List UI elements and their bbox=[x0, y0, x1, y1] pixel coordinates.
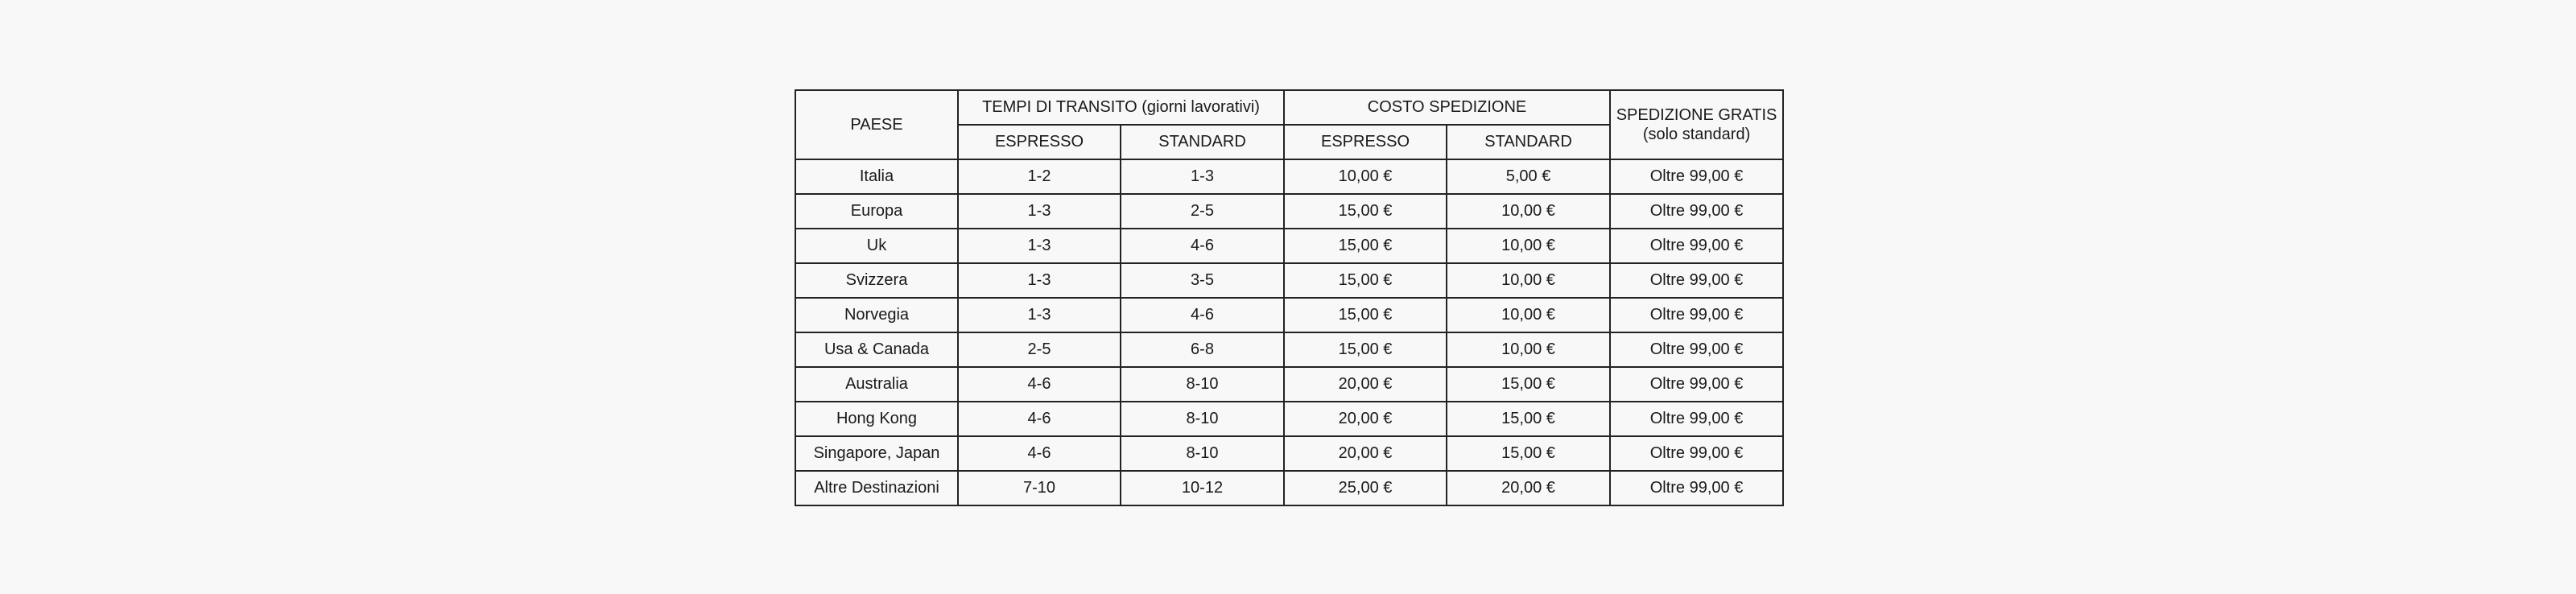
cell-cost-standard: 10,00 € bbox=[1447, 298, 1610, 332]
cell-free-shipping: Oltre 99,00 € bbox=[1610, 263, 1783, 298]
cell-country: Usa & Canada bbox=[795, 332, 958, 367]
table-row bbox=[795, 436, 1783, 471]
cell-transit-standard: 8-10 bbox=[1121, 402, 1284, 436]
header-transit-express: ESPRESSO bbox=[958, 125, 1121, 159]
cell-cost-standard: 15,00 € bbox=[1447, 367, 1610, 402]
table-row bbox=[795, 402, 1783, 436]
cell-cost-express: 15,00 € bbox=[1284, 298, 1447, 332]
cell-transit-standard: 4-6 bbox=[1121, 229, 1284, 263]
cell-transit-express: 4-6 bbox=[958, 402, 1121, 436]
cell-country: Uk bbox=[795, 229, 958, 263]
cell-free-shipping: Oltre 99,00 € bbox=[1610, 298, 1783, 332]
cell-transit-express: 4-6 bbox=[958, 436, 1121, 471]
table-row bbox=[795, 298, 1783, 332]
table-row bbox=[795, 159, 1783, 194]
header-country: PAESE bbox=[795, 90, 958, 159]
cell-cost-express: 25,00 € bbox=[1284, 471, 1447, 505]
table-header bbox=[795, 90, 1783, 159]
table-row bbox=[795, 229, 1783, 263]
header-transit-standard: STANDARD bbox=[1121, 125, 1284, 159]
cell-cost-standard: 10,00 € bbox=[1447, 229, 1610, 263]
cell-transit-standard: 8-10 bbox=[1121, 367, 1284, 402]
cell-country: Australia bbox=[795, 367, 958, 402]
cell-country: Norvegia bbox=[795, 298, 958, 332]
header-shipping-cost: COSTO SPEDIZIONE bbox=[1284, 90, 1610, 125]
cell-cost-standard: 20,00 € bbox=[1447, 471, 1610, 505]
cell-transit-express: 7-10 bbox=[958, 471, 1121, 505]
cell-transit-standard: 2-5 bbox=[1121, 194, 1284, 229]
table-row bbox=[795, 471, 1783, 505]
table-row bbox=[795, 367, 1783, 402]
cell-cost-standard: 10,00 € bbox=[1447, 263, 1610, 298]
cell-free-shipping: Oltre 99,00 € bbox=[1610, 332, 1783, 367]
cell-country: Italia bbox=[795, 159, 958, 194]
cell-transit-standard: 6-8 bbox=[1121, 332, 1284, 367]
cell-free-shipping: Oltre 99,00 € bbox=[1610, 436, 1783, 471]
table-row bbox=[795, 263, 1783, 298]
cell-free-shipping: Oltre 99,00 € bbox=[1610, 159, 1783, 194]
cell-cost-standard: 15,00 € bbox=[1447, 402, 1610, 436]
cell-cost-express: 15,00 € bbox=[1284, 229, 1447, 263]
header-cost-express: ESPRESSO bbox=[1284, 125, 1447, 159]
cell-country: Altre Destinazioni bbox=[795, 471, 958, 505]
shipping-rates-table bbox=[795, 89, 1784, 506]
cell-country: Singapore, Japan bbox=[795, 436, 958, 471]
cell-transit-express: 4-6 bbox=[958, 367, 1121, 402]
header-free-shipping-note: (solo standard) bbox=[1642, 126, 1751, 143]
header-free-shipping bbox=[1610, 90, 1783, 159]
header-row-top bbox=[795, 90, 1783, 125]
cell-cost-express: 20,00 € bbox=[1284, 402, 1447, 436]
cell-cost-express: 20,00 € bbox=[1284, 436, 1447, 471]
header-cost-standard: STANDARD bbox=[1447, 125, 1610, 159]
cell-cost-standard: 10,00 € bbox=[1447, 194, 1610, 229]
table-row bbox=[795, 194, 1783, 229]
cell-cost-express: 15,00 € bbox=[1284, 194, 1447, 229]
cell-cost-express: 15,00 € bbox=[1284, 332, 1447, 367]
table-row bbox=[795, 332, 1783, 367]
cell-free-shipping: Oltre 99,00 € bbox=[1610, 367, 1783, 402]
cell-transit-standard: 1-3 bbox=[1121, 159, 1284, 194]
cell-cost-express: 20,00 € bbox=[1284, 367, 1447, 402]
table-body bbox=[795, 159, 1783, 505]
header-free-shipping-title: SPEDIZIONE GRATIS bbox=[1616, 106, 1777, 124]
cell-cost-express: 15,00 € bbox=[1284, 263, 1447, 298]
cell-cost-standard: 10,00 € bbox=[1447, 332, 1610, 367]
cell-transit-express: 1-3 bbox=[958, 298, 1121, 332]
cell-cost-standard: 5,00 € bbox=[1447, 159, 1610, 194]
cell-transit-express: 1-3 bbox=[958, 194, 1121, 229]
cell-country: Svizzera bbox=[795, 263, 958, 298]
cell-transit-express: 1-3 bbox=[958, 229, 1121, 263]
cell-country: Hong Kong bbox=[795, 402, 958, 436]
cell-cost-standard: 15,00 € bbox=[1447, 436, 1610, 471]
header-transit-times: TEMPI DI TRANSITO (giorni lavorativi) bbox=[958, 90, 1284, 125]
cell-cost-express: 10,00 € bbox=[1284, 159, 1447, 194]
cell-transit-standard: 8-10 bbox=[1121, 436, 1284, 471]
cell-transit-express: 1-2 bbox=[958, 159, 1121, 194]
cell-free-shipping: Oltre 99,00 € bbox=[1610, 229, 1783, 263]
cell-transit-standard: 10-12 bbox=[1121, 471, 1284, 505]
cell-free-shipping: Oltre 99,00 € bbox=[1610, 471, 1783, 505]
cell-free-shipping: Oltre 99,00 € bbox=[1610, 194, 1783, 229]
cell-transit-express: 2-5 bbox=[958, 332, 1121, 367]
cell-transit-standard: 4-6 bbox=[1121, 298, 1284, 332]
cell-free-shipping: Oltre 99,00 € bbox=[1610, 402, 1783, 436]
cell-transit-express: 1-3 bbox=[958, 263, 1121, 298]
cell-country: Europa bbox=[795, 194, 958, 229]
cell-transit-standard: 3-5 bbox=[1121, 263, 1284, 298]
